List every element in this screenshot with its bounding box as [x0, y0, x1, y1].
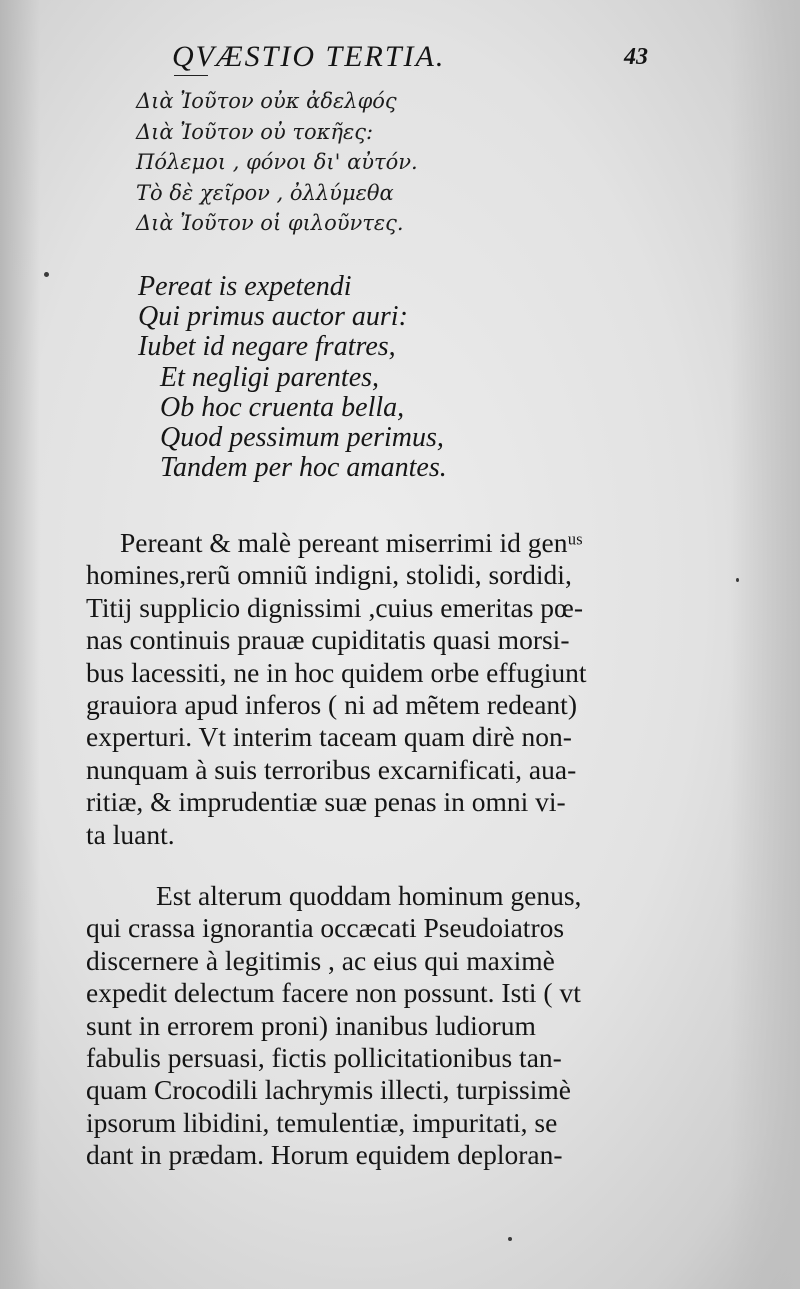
paragraph-2 — [86, 880, 676, 1172]
page-header — [168, 40, 668, 80]
paragraph-line: ipsorum libidini, temulentiæ, impuritati, se — [86, 1106, 558, 1138]
latin-verse-line: Qui primus auctor auri: — [138, 301, 408, 333]
paragraph-line: nas continuis prauæ cupiditatis quasi morsi- — [86, 624, 570, 656]
ink-speck — [736, 578, 739, 582]
running-title: QVÆSTIO TERTIA. — [172, 40, 446, 73]
paragraph-line: experturi. Vt interim taceam quam dirè non- — [86, 721, 572, 753]
paragraph-line: quam Crocodili lachrymis illecti, turpissimè — [86, 1074, 571, 1106]
latin-verse-line: Iubet id negare fratres, — [138, 331, 396, 363]
latin-verse-line: Pereat is expetendi — [138, 271, 352, 302]
ink-speck — [508, 1237, 512, 1241]
greek-verse-line: Διὰ Ἰοῦτον οὐκ ἀδελφός — [136, 89, 397, 113]
greek-verse-line: Πόλεμοι , φόνοι δι' αὐτόν. — [136, 150, 418, 174]
latin-verse — [138, 272, 558, 483]
paragraph-line: Titij supplicio dignissimi ,cuius emeritas pœ- — [86, 591, 584, 623]
paragraph-line: fabulis persuasi, fictis pollicitationibus tan- — [86, 1042, 562, 1074]
paragraph-line: expedit delectum facere non possunt. Isti ( vt — [86, 977, 581, 1009]
greek-verse-line: Τὸ δὲ χεῖρον , ὀλλύμεθα — [136, 180, 394, 205]
paragraph-line: Pereant & malè pereant miserrimi id genᵘˢ — [120, 527, 583, 558]
paragraph-1 — [86, 527, 676, 851]
paragraph-line: Est alterum quoddam hominum genus, — [156, 880, 582, 911]
greek-verse-line: Διὰ Ἰοῦτον οὐ τοκῆες: — [136, 119, 374, 144]
paragraph-line: sunt in errorem proni) inanibus ludiorum — [86, 1009, 536, 1041]
page-number: 43 — [624, 44, 648, 70]
paragraph-line: grauiora apud inferos ( ni ad mẽtem redeant) — [86, 689, 577, 721]
paragraph-line: ritiæ, & imprudentiæ suæ penas in omni vi- — [86, 786, 566, 818]
ink-speck — [44, 272, 49, 277]
latin-verse-line: Et negligi parentes, — [160, 361, 380, 393]
greek-verse — [136, 86, 576, 239]
page-shadow-left — [0, 0, 40, 1289]
paragraph-line: dant in prædam. Horum equidem deploran- — [86, 1139, 563, 1171]
paragraph-line: qui crassa ignorantia occæcati Pseudoiatros — [86, 912, 565, 944]
page-shadow-right — [730, 0, 800, 1289]
paragraph-line: nunquam à suis terroribus excarnificati, aua- — [86, 753, 577, 785]
latin-verse-line: Tandem per hoc amantes. — [160, 452, 447, 484]
latin-verse-line: Ob hoc cruenta bella, — [160, 391, 405, 423]
paragraph-line: ta luant. — [86, 818, 175, 850]
latin-verse-line: Quod pessimum perimus, — [160, 422, 444, 454]
paragraph-line: bus lacessiti, ne in hoc quidem orbe effugiunt — [86, 656, 587, 688]
paragraph-line: homines,rerũ omniũ indigni, stolidi, sordidi, — [86, 559, 572, 591]
greek-verse-line: Διὰ Ἰοῦτον οἱ φιλοῦντες. — [136, 211, 404, 235]
paragraph-line: discernere à legitimis , ac eius qui maximè — [86, 944, 555, 976]
